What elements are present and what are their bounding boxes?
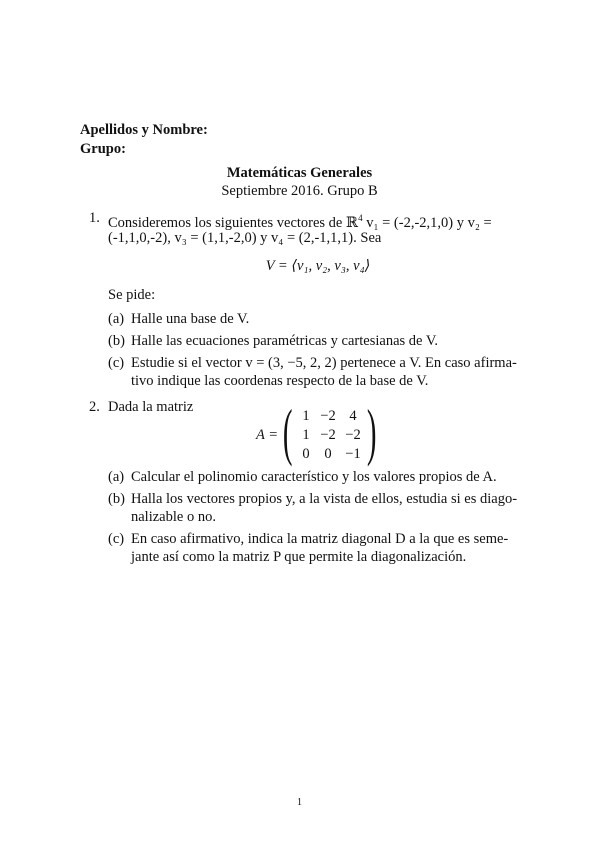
name-label: Apellidos y Nombre: — [80, 122, 208, 138]
list-item: Calcular el polinomio característico y los valores propios de A. — [131, 469, 497, 485]
list-item: Halle las ecuaciones paramétricas y cartesianas de V. — [131, 333, 439, 349]
matrix-cell: 1 — [302, 427, 310, 443]
matrix-a — [282, 396, 385, 467]
left-parenthesis: ( — [282, 396, 293, 467]
list-item: Halla los vectores propios y, a la vista de ellos, estudia si es diago- — [131, 491, 518, 507]
matrix-label: A = — [256, 427, 279, 443]
list-item-continuation: jante así como la matriz P que permite la diagonalización. — [131, 549, 467, 565]
dimension-superscript: 4 — [358, 213, 363, 223]
list-item-label: (a) — [108, 311, 125, 327]
list-item: Halle una base de V. — [131, 311, 250, 327]
matrix-cell: 0 — [302, 446, 310, 462]
problem-intro: Dada la matriz — [108, 399, 194, 415]
list-item-label: (c) — [108, 531, 125, 547]
span-formula: V = ⟨v₁, v₂, v₃, v₄⟩ — [265, 258, 371, 274]
statement-text: v₁ = (-2,-2,1,0) y v₂ = — [362, 215, 492, 231]
document-subtitle: Septiembre 2016. Grupo B — [221, 183, 378, 199]
matrix-cell: −2 — [320, 408, 336, 424]
matrix-cell: −2 — [320, 427, 336, 443]
se-pide-label: Se pide: — [108, 287, 156, 303]
matrix-cell: 1 — [302, 408, 310, 424]
list-item-continuation: nalizable o no. — [131, 509, 216, 525]
group-label: Grupo: — [80, 141, 126, 157]
list-item-label: (a) — [108, 469, 125, 485]
list-item-label: (b) — [108, 333, 125, 349]
statement-text: Consideremos los siguientes vectores de ℝ — [108, 215, 359, 231]
list-item-label: (c) — [108, 355, 125, 371]
matrix-cell: −2 — [345, 427, 361, 443]
list-item-continuation: tivo indique las coordenas respecto de la base de V. — [131, 373, 429, 389]
document-title: Matemáticas Generales — [226, 165, 373, 181]
matrix-cell: 4 — [349, 408, 357, 424]
matrix-cell: −1 — [345, 446, 361, 462]
problem-number: 1. — [89, 210, 100, 226]
problem-statement-line2: (-1,1,0,-2), v₃ = (1,1,-2,0) y v₄ = (2,-1,1,1). Sea — [108, 230, 382, 246]
page-number: 1 — [297, 797, 302, 808]
list-item: En caso afirmativo, indica la matriz diagonal D a la que es seme- — [131, 531, 509, 547]
problem-number: 2. — [89, 399, 100, 415]
right-parenthesis: ) — [366, 396, 377, 467]
list-item: Estudie si el vector v = (3, −5, 2, 2) pertenece a V. En caso afirma- — [131, 355, 517, 371]
matrix-cell: 0 — [324, 446, 332, 462]
list-item-label: (b) — [108, 491, 125, 507]
